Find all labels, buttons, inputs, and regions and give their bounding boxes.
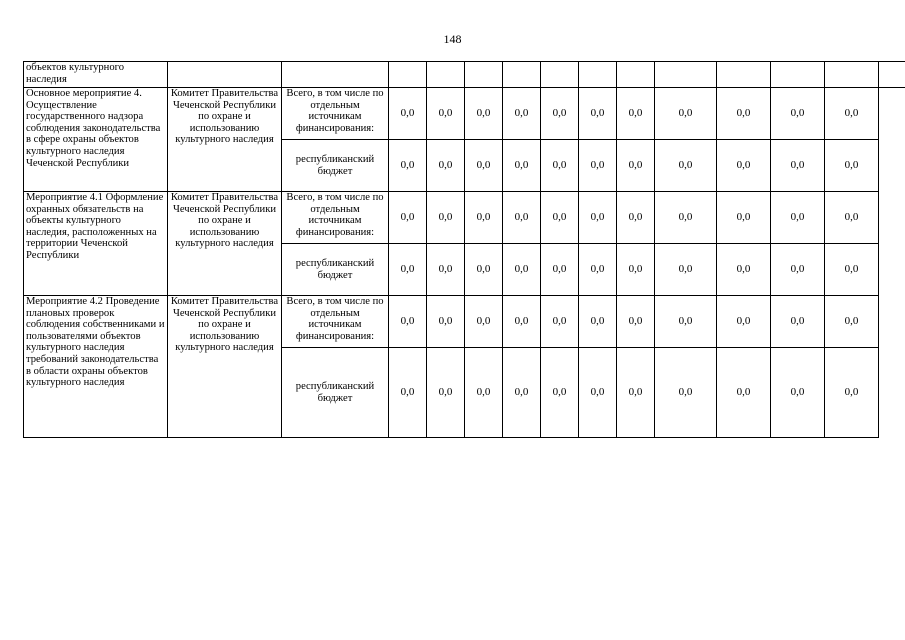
value-cell xyxy=(389,62,427,88)
value-cell: 0,0 xyxy=(389,192,427,244)
value-cell: 0,0 xyxy=(825,244,879,296)
value-cell: 0,0 xyxy=(389,296,427,348)
value-cell: 0,0 xyxy=(825,140,879,192)
value-cell: 0,0 xyxy=(389,140,427,192)
page-number: 148 xyxy=(443,32,462,46)
value-cell: 0,0 xyxy=(389,88,427,140)
value-cell: 0,0 xyxy=(825,88,879,140)
value-cell: 0,0 xyxy=(655,244,717,296)
value-cell: 0,0 xyxy=(655,348,717,438)
value-cell: 0,0 xyxy=(717,296,771,348)
value-cell xyxy=(771,62,825,88)
value-cell: 0,0 xyxy=(771,244,825,296)
funding-source-cell xyxy=(282,62,389,88)
value-cell: 0,0 xyxy=(579,296,617,348)
value-cell: 0,0 xyxy=(465,244,503,296)
measure-name-cell: объектов культурного наследия xyxy=(24,62,168,88)
value-cell: 0,0 xyxy=(503,296,541,348)
budget-table xyxy=(23,61,905,438)
funding-source-cell: Всего, в том числе по отдельным источникам финансирования: xyxy=(282,88,389,140)
value-cell: 0,0 xyxy=(503,88,541,140)
value-cell: 0,0 xyxy=(717,192,771,244)
value-cell: 0,0 xyxy=(465,348,503,438)
value-cell: 0,0 xyxy=(465,88,503,140)
value-cell xyxy=(541,62,579,88)
value-cell: 0,0 xyxy=(825,192,879,244)
value-cell: 0,0 xyxy=(655,296,717,348)
value-cell: 0,0 xyxy=(825,348,879,438)
executor-cell: Комитет Правительства Чеченской Республики по охране и использованию культурного наследия xyxy=(168,192,282,296)
value-cell: 0,0 xyxy=(389,348,427,438)
value-cell: 0,0 xyxy=(541,244,579,296)
value-cell: 0,0 xyxy=(541,192,579,244)
value-cell: 0,0 xyxy=(465,140,503,192)
table-row xyxy=(24,192,905,244)
value-cell: 0,0 xyxy=(825,296,879,348)
value-cell xyxy=(427,62,465,88)
table-row xyxy=(24,296,905,348)
value-cell: 0,0 xyxy=(579,140,617,192)
value-cell: 0,0 xyxy=(503,140,541,192)
executor-cell: Комитет Правительства Чеченской Республики по охране и использованию культурного наследия xyxy=(168,88,282,192)
value-cell: 0,0 xyxy=(617,296,655,348)
value-cell: 0,0 xyxy=(771,192,825,244)
value-cell: 0,0 xyxy=(655,88,717,140)
value-cell xyxy=(465,62,503,88)
value-cell: 0,0 xyxy=(465,296,503,348)
value-cell: 0,0 xyxy=(717,348,771,438)
value-cell: 0,0 xyxy=(427,192,465,244)
value-cell xyxy=(717,62,771,88)
value-cell: 0,0 xyxy=(771,296,825,348)
value-cell: 0,0 xyxy=(771,88,825,140)
value-cell: 0,0 xyxy=(579,88,617,140)
value-cell: 0,0 xyxy=(617,192,655,244)
measure-name-cell: Мероприятие 4.1 Оформление охранных обязательств на объекты культурного наследия, расположенных на территории Чеченской Республики xyxy=(24,192,168,296)
value-cell: 0,0 xyxy=(579,244,617,296)
value-cell: 0,0 xyxy=(541,296,579,348)
value-cell: 0,0 xyxy=(771,140,825,192)
value-cell: 0,0 xyxy=(427,348,465,438)
value-cell: 0,0 xyxy=(655,192,717,244)
value-cell: 0,0 xyxy=(465,192,503,244)
value-cell: 0,0 xyxy=(717,88,771,140)
value-cell: 0,0 xyxy=(579,348,617,438)
measure-name-cell: Мероприятие 4.2 Проведение плановых проверок соблюдения собственниками и пользователями объектов культурного наследия требований законодательства в области охраны объектов культурного наследия xyxy=(24,296,168,438)
value-cell xyxy=(579,62,617,88)
value-cell xyxy=(825,62,879,88)
value-cell: 0,0 xyxy=(617,88,655,140)
value-cell: 0,0 xyxy=(389,244,427,296)
table-row xyxy=(24,88,905,140)
funding-source-cell: республиканский бюджет xyxy=(282,348,389,438)
value-cell: 0,0 xyxy=(617,348,655,438)
value-cell: 0,0 xyxy=(427,140,465,192)
value-cell: 0,0 xyxy=(427,88,465,140)
value-cell: 0,0 xyxy=(541,348,579,438)
value-cell: 0,0 xyxy=(617,140,655,192)
funding-source-cell: республиканский бюджет xyxy=(282,140,389,192)
measure-name-cell: Основное мероприятие 4. Осуществление государственного надзора соблюдения законодательства в сфере охраны объектов культурного наследия Чеченской Республики xyxy=(24,88,168,192)
funding-source-cell: Всего, в том числе по отдельным источникам финансирования: xyxy=(282,192,389,244)
value-cell: 0,0 xyxy=(503,348,541,438)
value-cell: 0,0 xyxy=(617,244,655,296)
value-cell: 0,0 xyxy=(503,244,541,296)
value-cell: 0,0 xyxy=(427,296,465,348)
value-cell xyxy=(879,62,905,88)
funding-source-cell: республиканский бюджет xyxy=(282,244,389,296)
value-cell: 0,0 xyxy=(717,244,771,296)
executor-cell: Комитет Правительства Чеченской Республики по охране и использованию культурного наследия xyxy=(168,296,282,438)
value-cell: 0,0 xyxy=(427,244,465,296)
table-row-continuation xyxy=(24,62,905,88)
funding-source-cell: Всего, в том числе по отдельным источникам финансирования: xyxy=(282,296,389,348)
value-cell xyxy=(655,62,717,88)
value-cell: 0,0 xyxy=(503,192,541,244)
value-cell: 0,0 xyxy=(579,192,617,244)
value-cell xyxy=(617,62,655,88)
value-cell: 0,0 xyxy=(717,140,771,192)
value-cell: 0,0 xyxy=(655,140,717,192)
value-cell xyxy=(503,62,541,88)
value-cell: 0,0 xyxy=(541,88,579,140)
table-body xyxy=(24,62,905,438)
value-cell: 0,0 xyxy=(541,140,579,192)
value-cell: 0,0 xyxy=(771,348,825,438)
executor-cell xyxy=(168,62,282,88)
